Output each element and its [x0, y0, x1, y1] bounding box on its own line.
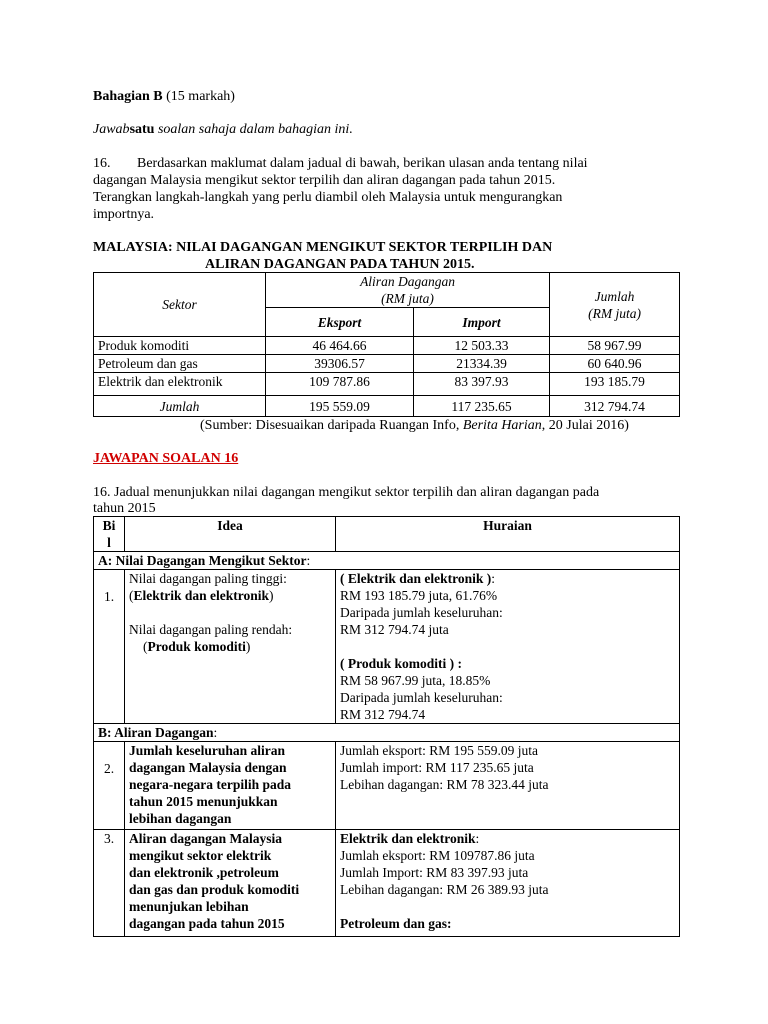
- row-2-idea-2: dagangan Malaysia dengan: [129, 760, 287, 775]
- row-2-bil-text: 2.: [103, 761, 115, 776]
- section-b-label: [94, 724, 680, 742]
- cell-jumlah: 193 185.79: [550, 373, 680, 396]
- total-eksport: 195 559.09: [266, 396, 414, 417]
- row-1-idea-4-bold: Produk komoditi: [147, 639, 246, 654]
- header-jumlah: [550, 273, 680, 337]
- section-title-marks: (15 markah): [162, 89, 235, 104]
- trade-table-header-row-1: [94, 273, 680, 308]
- section-b-row: [94, 724, 680, 742]
- answer-table: [93, 516, 680, 937]
- row-3-idea-6: dagangan pada tahun 2015: [129, 916, 285, 931]
- row-1-idea-2: [129, 587, 331, 604]
- cell-eksport: 39306.57: [266, 355, 414, 373]
- row-2-h-3: Lebihan dagangan: RM 78 323.44 juta: [340, 777, 549, 792]
- cell-sektor: Petroleum dan gas: [94, 355, 266, 373]
- header-idea: Idea: [125, 517, 336, 552]
- row-1-huraian: [336, 570, 680, 724]
- cell-sektor: Produk komoditi: [94, 337, 266, 355]
- source-part-a: (Sumber: Disesuaikan daripada Ruangan Info,: [200, 418, 463, 433]
- section-b-colon: :: [213, 725, 218, 740]
- row-3-idea-3: dan elektronik ,petroleum: [129, 865, 279, 880]
- row-1-bil-text: 1.: [103, 589, 115, 604]
- row-2-idea-4: tahun 2015 menunjukkan: [129, 794, 278, 809]
- answer-intro-line-2: tahun 2015: [93, 501, 156, 516]
- row-3-bil-text: 3.: [103, 831, 115, 846]
- row-3-idea-2: mengikut sektor elektrik: [129, 848, 272, 863]
- section-b-text: B: Aliran Dagangan: [98, 725, 214, 740]
- answer-row-2: [94, 742, 680, 830]
- section-a-colon: :: [306, 553, 311, 568]
- row-3-huraian: [336, 830, 680, 937]
- row-3-h-4: Lebihan dagangan: RM 26 389.93 juta: [340, 882, 549, 897]
- header-bil: [94, 517, 125, 552]
- section-instruction: [93, 121, 353, 138]
- row-1-h-3: Daripada jumlah keseluruhan:: [340, 605, 503, 620]
- row-1-h-1-colon: :: [491, 571, 496, 586]
- header-sektor: Sektor: [94, 273, 266, 337]
- row-3-idea-5: menunjukan lebihan: [129, 899, 249, 914]
- question-line-2: dagangan Malaysia mengikut sektor terpilih dan aliran dagangan pada tahun 2015.: [93, 173, 556, 188]
- cell-eksport: 46 464.66: [266, 337, 414, 355]
- table-row: [94, 337, 680, 355]
- question-line-4: importnya.: [93, 207, 155, 222]
- row-1-idea-4: [129, 638, 331, 655]
- trade-table: [93, 272, 680, 417]
- answer-intro-line-1: 16. Jadual menunjukkan nilai dagangan mengikut sektor terpilih dan aliran dagangan pada: [93, 485, 600, 500]
- table-title-line-1: MALAYSIA: NILAI DAGANGAN MENGIKUT SEKTOR TERPILIH DAN: [93, 240, 553, 255]
- row-1-idea-2-bold: Elektrik dan elektronik: [133, 588, 270, 603]
- row-2-bil: [94, 742, 125, 830]
- table-title-line-2: ALIRAN DAGANGAN PADA TAHUN 2015.: [205, 257, 475, 272]
- row-3-idea: [125, 830, 336, 937]
- row-1-idea-3: Nilai dagangan paling rendah:: [129, 622, 293, 637]
- row-3-idea-4: dan gas dan produk komoditi: [129, 882, 300, 897]
- row-2-idea: [125, 742, 336, 830]
- row-1-h-8: RM 312 794.74: [340, 707, 426, 722]
- question-line-1: Berdasarkan maklumat dalam jadual di bawah, berikan ulasan anda tentang nilai: [137, 156, 588, 171]
- cell-import: 83 397.93: [414, 373, 550, 396]
- total-label: Jumlah: [94, 396, 266, 417]
- header-bil-1: Bi: [102, 518, 116, 533]
- header-huraian: Huraian: [336, 517, 680, 552]
- row-1-h-5: ( Produk komoditi ) :: [340, 656, 463, 671]
- header-aliran-unit: (RM juta): [381, 291, 434, 306]
- row-1-h-1: [340, 570, 675, 587]
- row-2-idea-3: negara-negara terpilih pada: [129, 777, 291, 792]
- row-2-h-1: Jumlah eksport: RM 195 559.09 juta: [340, 743, 538, 758]
- row-3-bil: [94, 830, 125, 937]
- row-3-h-3: Jumlah Import: RM 83 397.93 juta: [340, 865, 529, 880]
- row-1-bil: [94, 570, 125, 724]
- source-part-b: Berita Harian: [462, 418, 542, 433]
- total-jumlah: 312 794.74: [550, 396, 680, 417]
- section-title: [93, 88, 235, 105]
- row-3-h-2: Jumlah eksport: RM 109787.86 juta: [340, 848, 535, 863]
- row-2-idea-5: lebihan dagangan: [129, 811, 232, 826]
- header-jumlah-unit: (RM juta): [588, 305, 641, 321]
- source-part-c: , 20 Julai 2016): [541, 418, 629, 433]
- section-a-text: A: Nilai Dagangan Mengikut Sektor: [98, 553, 307, 568]
- row-1-idea: [125, 570, 336, 724]
- section-a-label: [94, 552, 680, 570]
- row-1-idea-1: Nilai dagangan paling tinggi:: [129, 571, 287, 586]
- instr-part-c: soalan sahaja dalam bahagian ini.: [154, 122, 353, 137]
- source-citation: [200, 417, 629, 434]
- header-aliran-label: Aliran Dagangan: [360, 274, 455, 289]
- answer-row-1: [94, 570, 680, 724]
- section-a-row: [94, 552, 680, 570]
- row-1-h-1-bold: ( Elektrik dan elektronik ): [340, 571, 492, 586]
- cell-import: 12 503.33: [414, 337, 550, 355]
- row-2-h-2: Jumlah import: RM 117 235.65 juta: [340, 760, 534, 775]
- table-row: [94, 373, 680, 396]
- row-1-h-4: RM 312 794.74 juta: [340, 622, 449, 637]
- section-title-bold: Bahagian B: [93, 89, 163, 104]
- question-line-3: Terangkan langkah-langkah yang perlu diambil oleh Malaysia untuk mengurangkan: [93, 190, 563, 205]
- row-3-h-1-colon: :: [475, 831, 480, 846]
- cell-sektor: Elektrik dan elektronik: [94, 373, 266, 396]
- table-total-row: [94, 396, 680, 417]
- header-jumlah-label: Jumlah: [594, 288, 635, 304]
- question-number: 16.: [93, 156, 111, 171]
- row-3-h-1: [340, 830, 675, 847]
- header-aliran: [266, 273, 550, 308]
- row-1-idea-4-close: ): [245, 639, 251, 654]
- cell-import: 21334.39: [414, 355, 550, 373]
- table-row: [94, 355, 680, 373]
- instr-part-b: satu: [129, 122, 155, 137]
- header-bil-2: l: [107, 535, 111, 550]
- cell-jumlah: 60 640.96: [550, 355, 680, 373]
- instr-part-a: Jawab: [93, 122, 130, 137]
- row-2-idea-1: Jumlah keseluruhan aliran: [129, 743, 286, 758]
- total-import: 117 235.65: [414, 396, 550, 417]
- row-1-idea-2-open: (: [129, 588, 134, 603]
- row-1-idea-4-open: (: [143, 639, 148, 654]
- answer-heading: JAWAPAN SOALAN 16: [93, 451, 239, 466]
- header-eksport: Eksport: [266, 308, 414, 337]
- header-import: Import: [414, 308, 550, 337]
- cell-eksport: 109 787.86: [266, 373, 414, 396]
- answer-table-header: [94, 517, 680, 552]
- cell-jumlah: 58 967.99: [550, 337, 680, 355]
- row-3-h-1-bold: Elektrik dan elektronik: [340, 831, 476, 846]
- answer-row-3: [94, 830, 680, 937]
- row-3-h-5: Petroleum dan gas:: [340, 916, 452, 931]
- row-2-huraian: [336, 742, 680, 830]
- row-1-idea-2-close: ): [269, 588, 274, 603]
- row-1-h-7: Daripada jumlah keseluruhan:: [340, 690, 503, 705]
- row-1-h-2: RM 193 185.79 juta, 61.76%: [340, 588, 498, 603]
- row-3-idea-1: Aliran dagangan Malaysia: [129, 831, 283, 846]
- row-1-h-6: RM 58 967.99 juta, 18.85%: [340, 673, 491, 688]
